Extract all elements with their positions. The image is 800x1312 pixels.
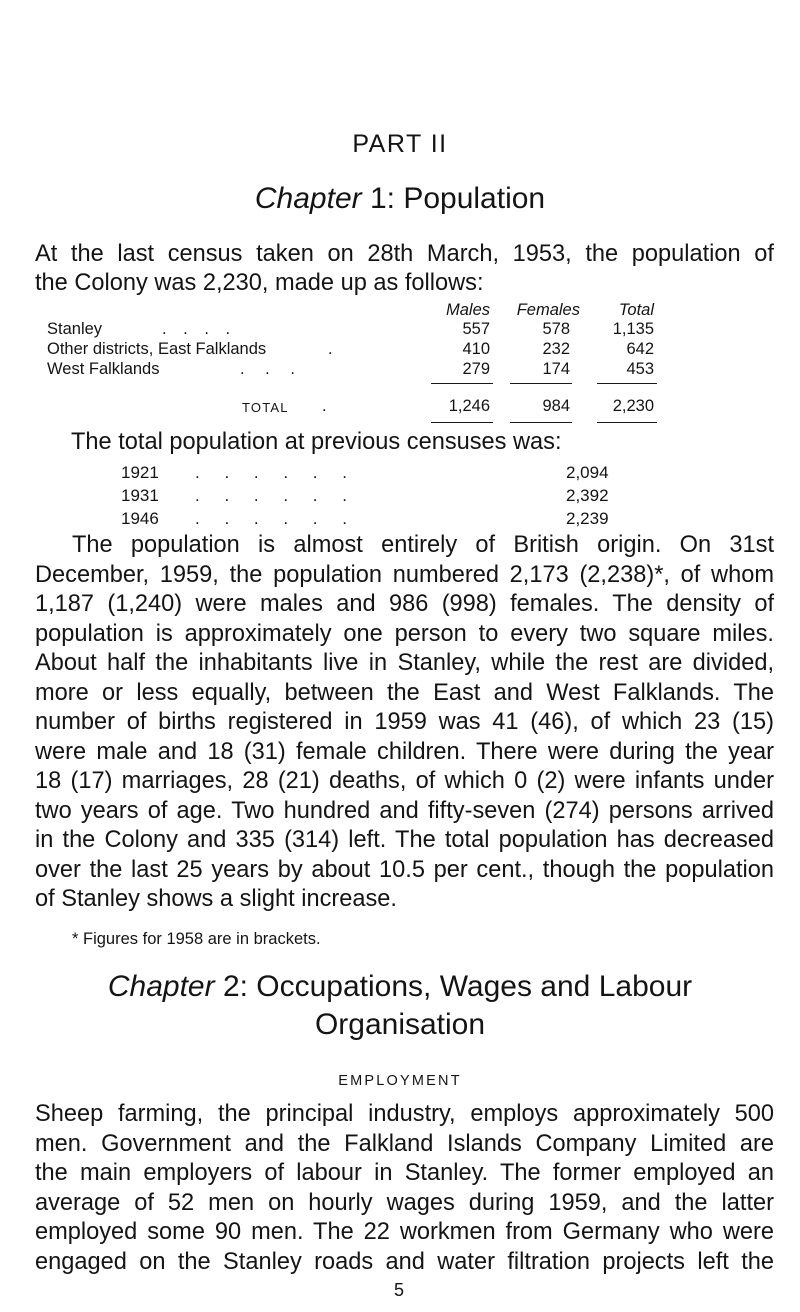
emp-line-1: Sheep farming, the principal industry, employs approximately 500 (35, 1101, 774, 1127)
cell-total: 642 (626, 340, 654, 358)
emp-line-2: men. Government and the Falkland Islands Company Limited are (35, 1130, 774, 1157)
row-leader: . (322, 397, 327, 415)
row-leader: . . . (240, 360, 303, 378)
chapter-1-title: 1: Population (369, 182, 546, 215)
cell-total: 453 (626, 360, 654, 378)
census-year: 1931 (121, 486, 159, 505)
pop-line-5: About half the inhabitants live in Stanley, while the rest are divided, (35, 650, 774, 676)
chapter-1-label: Chapter (254, 182, 362, 215)
cell-females: 578 (542, 320, 570, 338)
pop-line-9: 18 (17) marriages, 28 (21) deaths, of which 0 (2) were infants under (35, 768, 774, 794)
census-leader: . . . . . . (195, 486, 357, 505)
row-label: Other districts, East Falklands (47, 340, 267, 358)
cell-females: 984 (542, 397, 570, 415)
cell-females: 232 (542, 340, 570, 358)
cell-males: 1,246 (448, 397, 490, 415)
header-females: Females (516, 301, 580, 319)
employment-heading: EMPLOYMENT (338, 1073, 462, 1089)
emp-line-6: engaged on the Stanley roads and water filtration projects left the (35, 1248, 774, 1275)
census-value: 2,094 (566, 463, 609, 482)
chapter-2-line-2: Organisation (314, 1008, 486, 1041)
row-leader: . . . . (162, 320, 237, 338)
cell-females: 174 (542, 360, 570, 378)
footnote: * Figures for 1958 are in brackets. (72, 930, 321, 948)
intro-line-2-text: the Colony was 2,230, made up as follows: (35, 270, 484, 296)
cell-total: 1,135 (612, 320, 654, 338)
pop-line-13: of Stanley shows a slight increase. (35, 886, 397, 912)
cell-males: 410 (462, 340, 490, 358)
row-label: West Falklands (47, 360, 160, 378)
pop-line-1: The population is almost entirely of British origin. On 31st (72, 532, 774, 558)
row-leader: . (328, 340, 333, 358)
census-year: 1946 (121, 509, 159, 528)
emp-line-4: average of 52 men on hourly wages during 1959, and the latter (35, 1189, 774, 1216)
previous-censuses-intro: The total population at previous censuses was: (71, 429, 562, 455)
row-label: Stanley (47, 320, 103, 338)
census-leader: . . . . . . (195, 509, 357, 528)
page-number: 5 (394, 1280, 405, 1300)
emp-line-5: employed some 90 men. The 22 workmen from Germany who were (35, 1219, 774, 1245)
census-value: 2,392 (566, 486, 609, 505)
part-heading: PART II (352, 130, 448, 158)
census-leader: . . . . . . (195, 463, 357, 482)
header-total: Total (618, 301, 654, 319)
cell-males: 557 (462, 320, 490, 338)
cell-total: 2,230 (612, 397, 654, 415)
row-label: TOTAL (242, 400, 289, 415)
pop-line-2: December, 1959, the population numbered 2,173 (2,238)*, of whom (35, 561, 774, 588)
census-value: 2,239 (566, 509, 609, 528)
cell-males: 279 (462, 360, 490, 378)
emp-line-3: the main employers of labour in Stanley. The former employed an (35, 1160, 774, 1186)
chapter-2-title: 2: Occupations, Wages and Labour (222, 970, 693, 1003)
pop-line-3: 1,187 (1,240) were males and 986 (998) females. The density of (35, 591, 774, 617)
chapter-2-label: Chapter (107, 970, 215, 1003)
pop-line-12: over the last 25 years by about 10.5 per cent., though the population (35, 856, 774, 883)
census-year: 1921 (121, 463, 159, 482)
pop-line-7: number of births registered in 1959 was 41 (46), of which 23 (15) (35, 709, 774, 735)
intro-line-1-text: At the last census taken on 28th March, 1953, the population of (35, 241, 774, 267)
header-males: Males (445, 301, 490, 319)
pop-line-10: two years of age. Two hundred and fifty-seven (274) persons arrived (35, 797, 774, 824)
pop-line-11: in the Colony and 335 (314) left. The total population has decreased (35, 827, 774, 853)
pop-line-8: were male and 18 (31) female children. There were during the year (35, 738, 774, 765)
pop-line-4: population is approximately one person to every two square miles. (35, 620, 774, 647)
pop-line-6: more or less equally, between the East and West Falklands. The (35, 679, 774, 706)
